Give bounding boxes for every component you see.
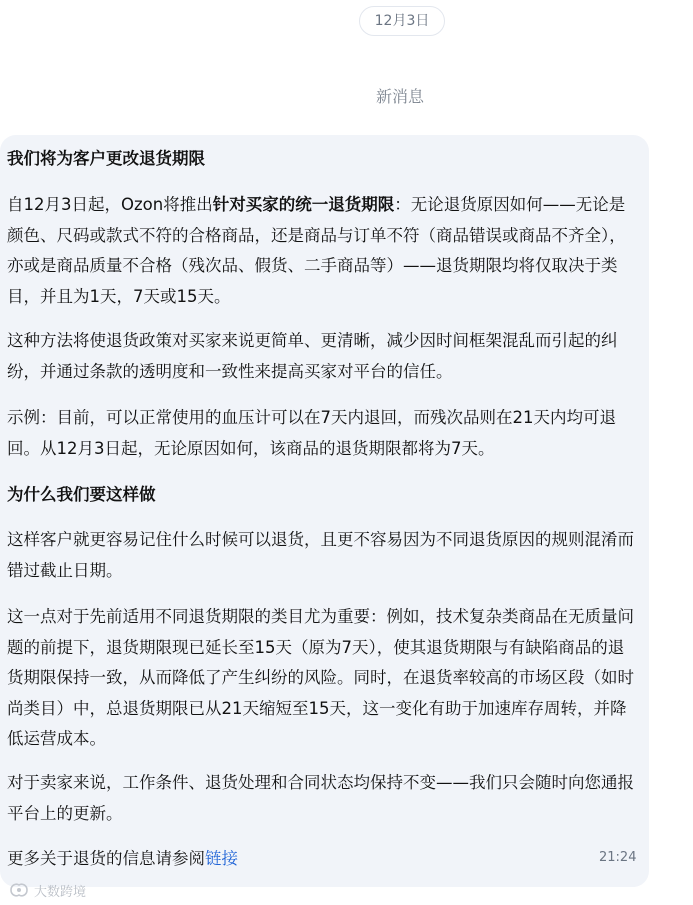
message-paragraph-3: 示例：目前，可以正常使用的血压计可以在7天内退回，而残次品则在21天内均可退回。从12月3日起，无论原因如何，该商品的退货期限都将为7天。 — [7, 408, 616, 458]
date-separator: 12月3日 — [359, 6, 445, 36]
returns-info-link[interactable]: 链接 — [205, 849, 238, 868]
p1-text-start: 自12月3日起，Ozon将推出 — [7, 195, 213, 214]
message-paragraph-7 — [7, 844, 637, 875]
message-timestamp: 21:24 — [599, 850, 637, 865]
message-heading: 我们将为客户更改退货期限 — [7, 149, 205, 168]
message-paragraph-1 — [7, 190, 637, 312]
p1-text-end: ：无论退货原因如何——无论是颜色、尺码或款式不符的合格商品，还是商品与订单不符（商品错误或商品不齐全），亦或是商品质量不合格（残次品、假货、二手商品等）——退货期限均将仅取决于类目，并且为1天，7天或15天。 — [7, 195, 626, 306]
p7-text: 更多关于退货的信息请参阅 — [7, 849, 205, 868]
new-messages-label: 新消息 — [376, 87, 425, 106]
p1-bold-text: 针对买家的统一退货期限 — [212, 195, 395, 214]
watermark-logo-icon — [8, 881, 30, 899]
watermark-text: 大数跨境 — [34, 884, 87, 900]
message-subheading: 为什么我们要这样做 — [7, 485, 156, 504]
message-paragraph-2: 这种方法将使退货政策对买家来说更简单、更清晰，减少因时间框架混乱而引起的纠纷，并通过条款的透明度和一致性来提高买家对平台的信任。 — [7, 331, 618, 381]
message-paragraph-6: 对于卖家来说，工作条件、退货处理和合同状态均保持不变——我们只会随时向您通报平台上的更新。 — [7, 773, 634, 823]
message-paragraph-4: 这样客户就更容易记住什么时候可以退货，且更不容易因为不同退货原因的规则混淆而错过截止日期。 — [7, 530, 634, 580]
message-paragraph-5: 这一点对于先前适用不同退货期限的类目尤为重要：例如，技术复杂类商品在无质量问题的前提下，退货期限现已延长至15天（原为7天），使其退货期限与有缺陷商品的退货期限保持一致，从而降低了产生纠纷的风险。同时，在退货率较高的市场区段（如时尚类目）中，总退货期限已从21天缩短至15天，这一变化有助于加速库存周转，并降低运营成本。 — [7, 607, 634, 748]
watermark — [8, 880, 86, 900]
